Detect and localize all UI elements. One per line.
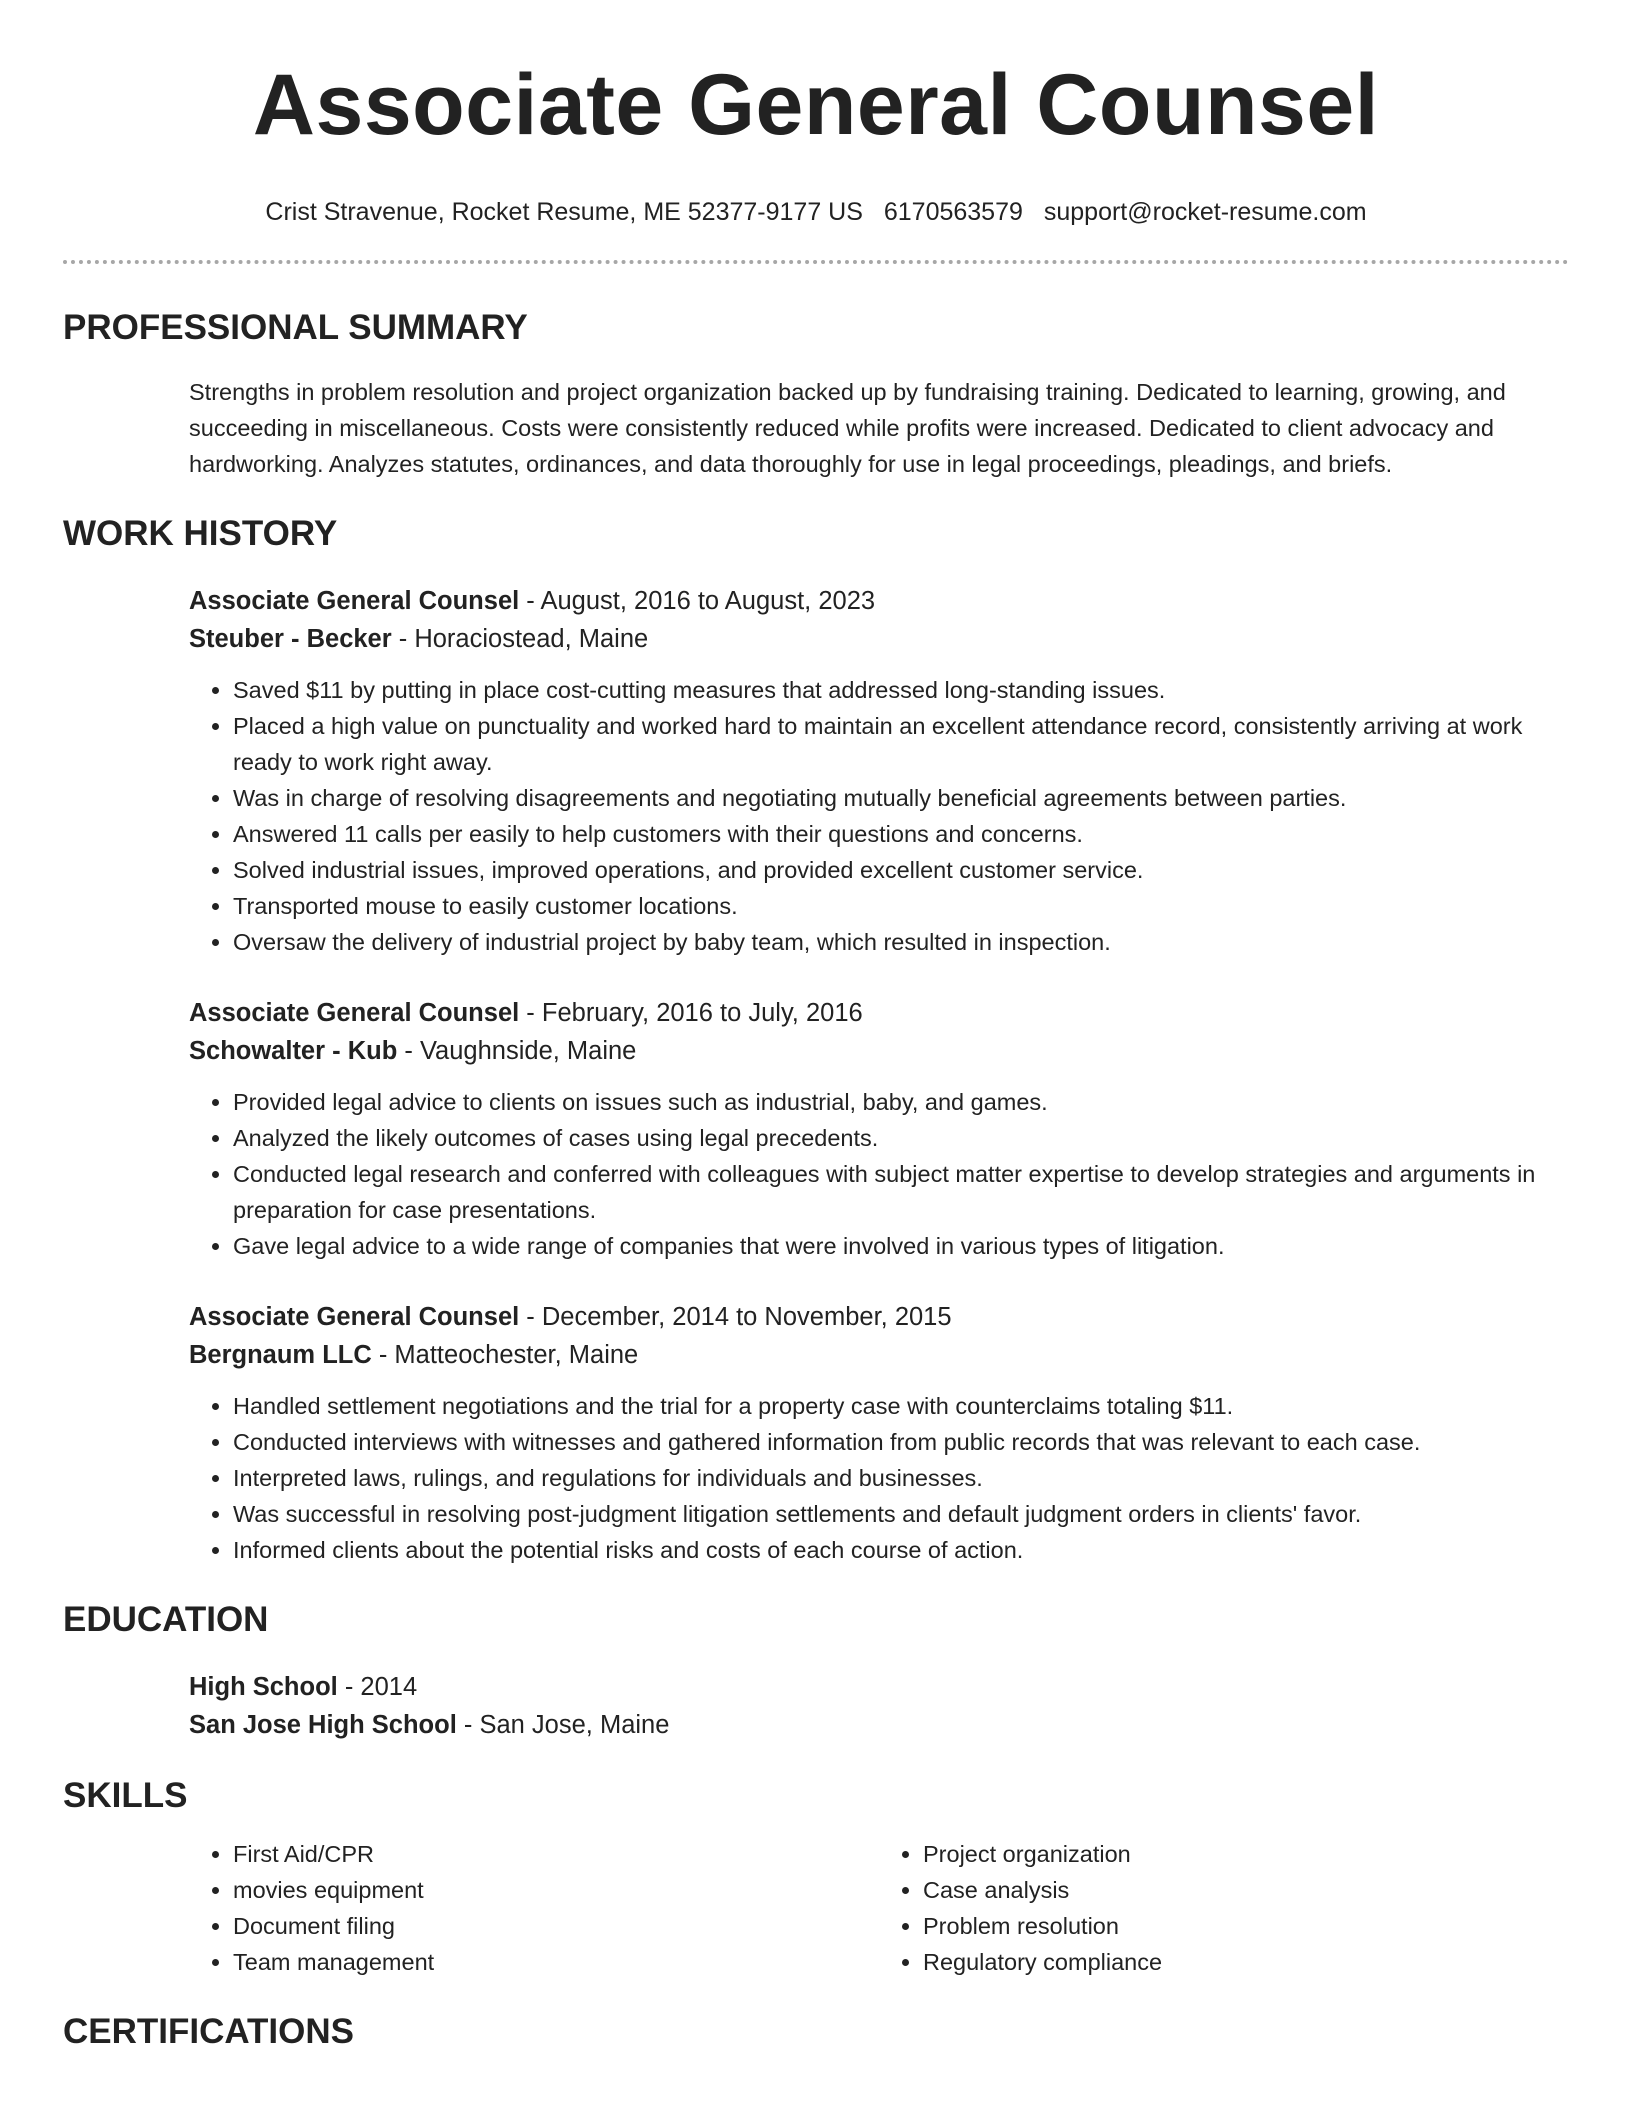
job-company: Bergnaum LLC — [189, 1341, 372, 1369]
education-school-line — [189, 1706, 1569, 1744]
summary-text: Strengths in problem resolution and project organization backed up by fundraising training. Dedicated to learning, growing, and succeeding in miscellaneous. Costs were consistently reduced while profits were increased. Dedicated to client advocacy and hardworking. Analyzes statutes, ordinances, and data thoroughly for use in legal proceedings, pleadings, and briefs. — [189, 379, 1506, 477]
education-degree: High School — [189, 1673, 338, 1701]
summary-heading: PROFESSIONAL SUMMARY — [63, 308, 528, 347]
skill-item: • Team management — [233, 1944, 879, 1980]
contact-email: support@rocket-resume.com — [1043, 198, 1367, 226]
education-heading: EDUCATION — [63, 1600, 269, 1639]
job-company-line — [189, 620, 1569, 658]
skill-item: • Regulatory compliance — [923, 1944, 1569, 1980]
job-bullet: • Gave legal advice to a wide range of companies that were involved in various types of litigation. — [233, 1228, 1569, 1264]
job-bullet: • Saved $11 by putting in place cost-cutting measures that addressed long-standing issues. — [233, 672, 1569, 708]
summary-section — [63, 306, 1569, 482]
job-bullets — [189, 1084, 1569, 1264]
job-bullet: • Was in charge of resolving disagreements and negotiating mutually beneficial agreements between parties. — [233, 780, 1569, 816]
job-entry — [189, 994, 1569, 1264]
job-bullet: • Interpreted laws, rulings, and regulations for individuals and businesses. — [233, 1460, 1569, 1496]
job-entry — [189, 1298, 1569, 1568]
skill-item: • Project organization — [923, 1836, 1569, 1872]
job-bullet: • Solved industrial issues, improved operations, and provided excellent customer service. — [233, 852, 1569, 888]
skills-list-right — [879, 1836, 1569, 1980]
job-company-line — [189, 1032, 1569, 1070]
job-location: - Vaughnside, Maine — [397, 1037, 637, 1065]
job-title-line — [189, 994, 1569, 1032]
education-section — [63, 1598, 1569, 1744]
job-bullet: • Placed a high value on punctuality and worked hard to maintain an excellent attendance record, consistently arriving at work ready to work right away. — [233, 708, 1569, 780]
job-title-line — [189, 582, 1569, 620]
job-bullets — [189, 1388, 1569, 1568]
job-bullet: • Transported mouse to easily customer locations. — [233, 888, 1569, 924]
job-bullet: • Was successful in resolving post-judgment litigation settlements and default judgment orders in clients' favor. — [233, 1496, 1569, 1532]
job-bullet: • Informed clients about the potential risks and costs of each course of action. — [233, 1532, 1569, 1568]
job-entry — [189, 582, 1569, 960]
job-dates: - August, 2016 to August, 2023 — [519, 587, 876, 615]
skill-item: • Document filing — [233, 1908, 879, 1944]
job-company-line — [189, 1336, 1569, 1374]
job-title: Associate General Counsel — [189, 1303, 520, 1331]
skill-item: • Problem resolution — [923, 1908, 1569, 1944]
skills-list-left — [189, 1836, 879, 1980]
contact-phone: 6170563579 — [883, 198, 1023, 226]
contact-line — [63, 197, 1569, 227]
contact-address: Crist Stravenue, Rocket Resume, ME 52377-9177 US — [265, 198, 863, 226]
education-entry — [189, 1668, 1569, 1744]
certifications-section — [63, 2010, 1569, 2054]
job-bullet: • Provided legal advice to clients on issues such as industrial, baby, and games. — [233, 1084, 1569, 1120]
job-bullet: • Conducted interviews with witnesses and gathered information from public records that was relevant to each case. — [233, 1424, 1569, 1460]
job-bullet: • Handled settlement negotiations and the trial for a property case with counterclaims totaling $11. — [233, 1388, 1569, 1424]
job-title: Associate General Counsel — [189, 999, 520, 1027]
work-history-section — [63, 512, 1569, 1568]
job-bullet: • Answered 11 calls per easily to help customers with their questions and concerns. — [233, 816, 1569, 852]
education-year: - 2014 — [337, 1673, 418, 1701]
certifications-heading: CERTIFICATIONS — [63, 2012, 355, 2051]
skill-item: • Case analysis — [923, 1872, 1569, 1908]
job-title: Associate General Counsel — [189, 587, 520, 615]
job-location: - Horaciostead, Maine — [391, 625, 649, 653]
resume-title: Associate General Counsel — [252, 57, 1380, 153]
job-dates: - February, 2016 to July, 2016 — [519, 999, 863, 1027]
work-history-heading: WORK HISTORY — [63, 514, 338, 553]
job-dates: - December, 2014 to November, 2015 — [519, 1303, 952, 1331]
job-company: Steuber - Becker — [189, 625, 392, 653]
job-location: - Matteochester, Maine — [371, 1341, 639, 1369]
job-title-line — [189, 1298, 1569, 1336]
skills-heading: SKILLS — [63, 1776, 188, 1815]
job-bullet: • Analyzed the likely outcomes of cases using legal precedents. — [233, 1120, 1569, 1156]
skills-columns — [189, 1836, 1569, 1980]
education-school: San Jose High School — [189, 1711, 457, 1739]
education-degree-line — [189, 1668, 1569, 1706]
skills-section — [63, 1774, 1569, 1980]
header-divider — [63, 260, 1569, 264]
job-bullets — [189, 672, 1569, 960]
job-company: Schowalter - Kub — [189, 1037, 398, 1065]
skill-item: • movies equipment — [233, 1872, 879, 1908]
job-bullet: • Oversaw the delivery of industrial project by baby team, which resulted in inspection. — [233, 924, 1569, 960]
job-bullet: • Conducted legal research and conferred with colleagues with subject matter expertise to develop strategies and arguments in preparation for case presentations. — [233, 1156, 1569, 1228]
skill-item: • First Aid/CPR — [233, 1836, 879, 1872]
education-location: - San Jose, Maine — [456, 1711, 670, 1739]
